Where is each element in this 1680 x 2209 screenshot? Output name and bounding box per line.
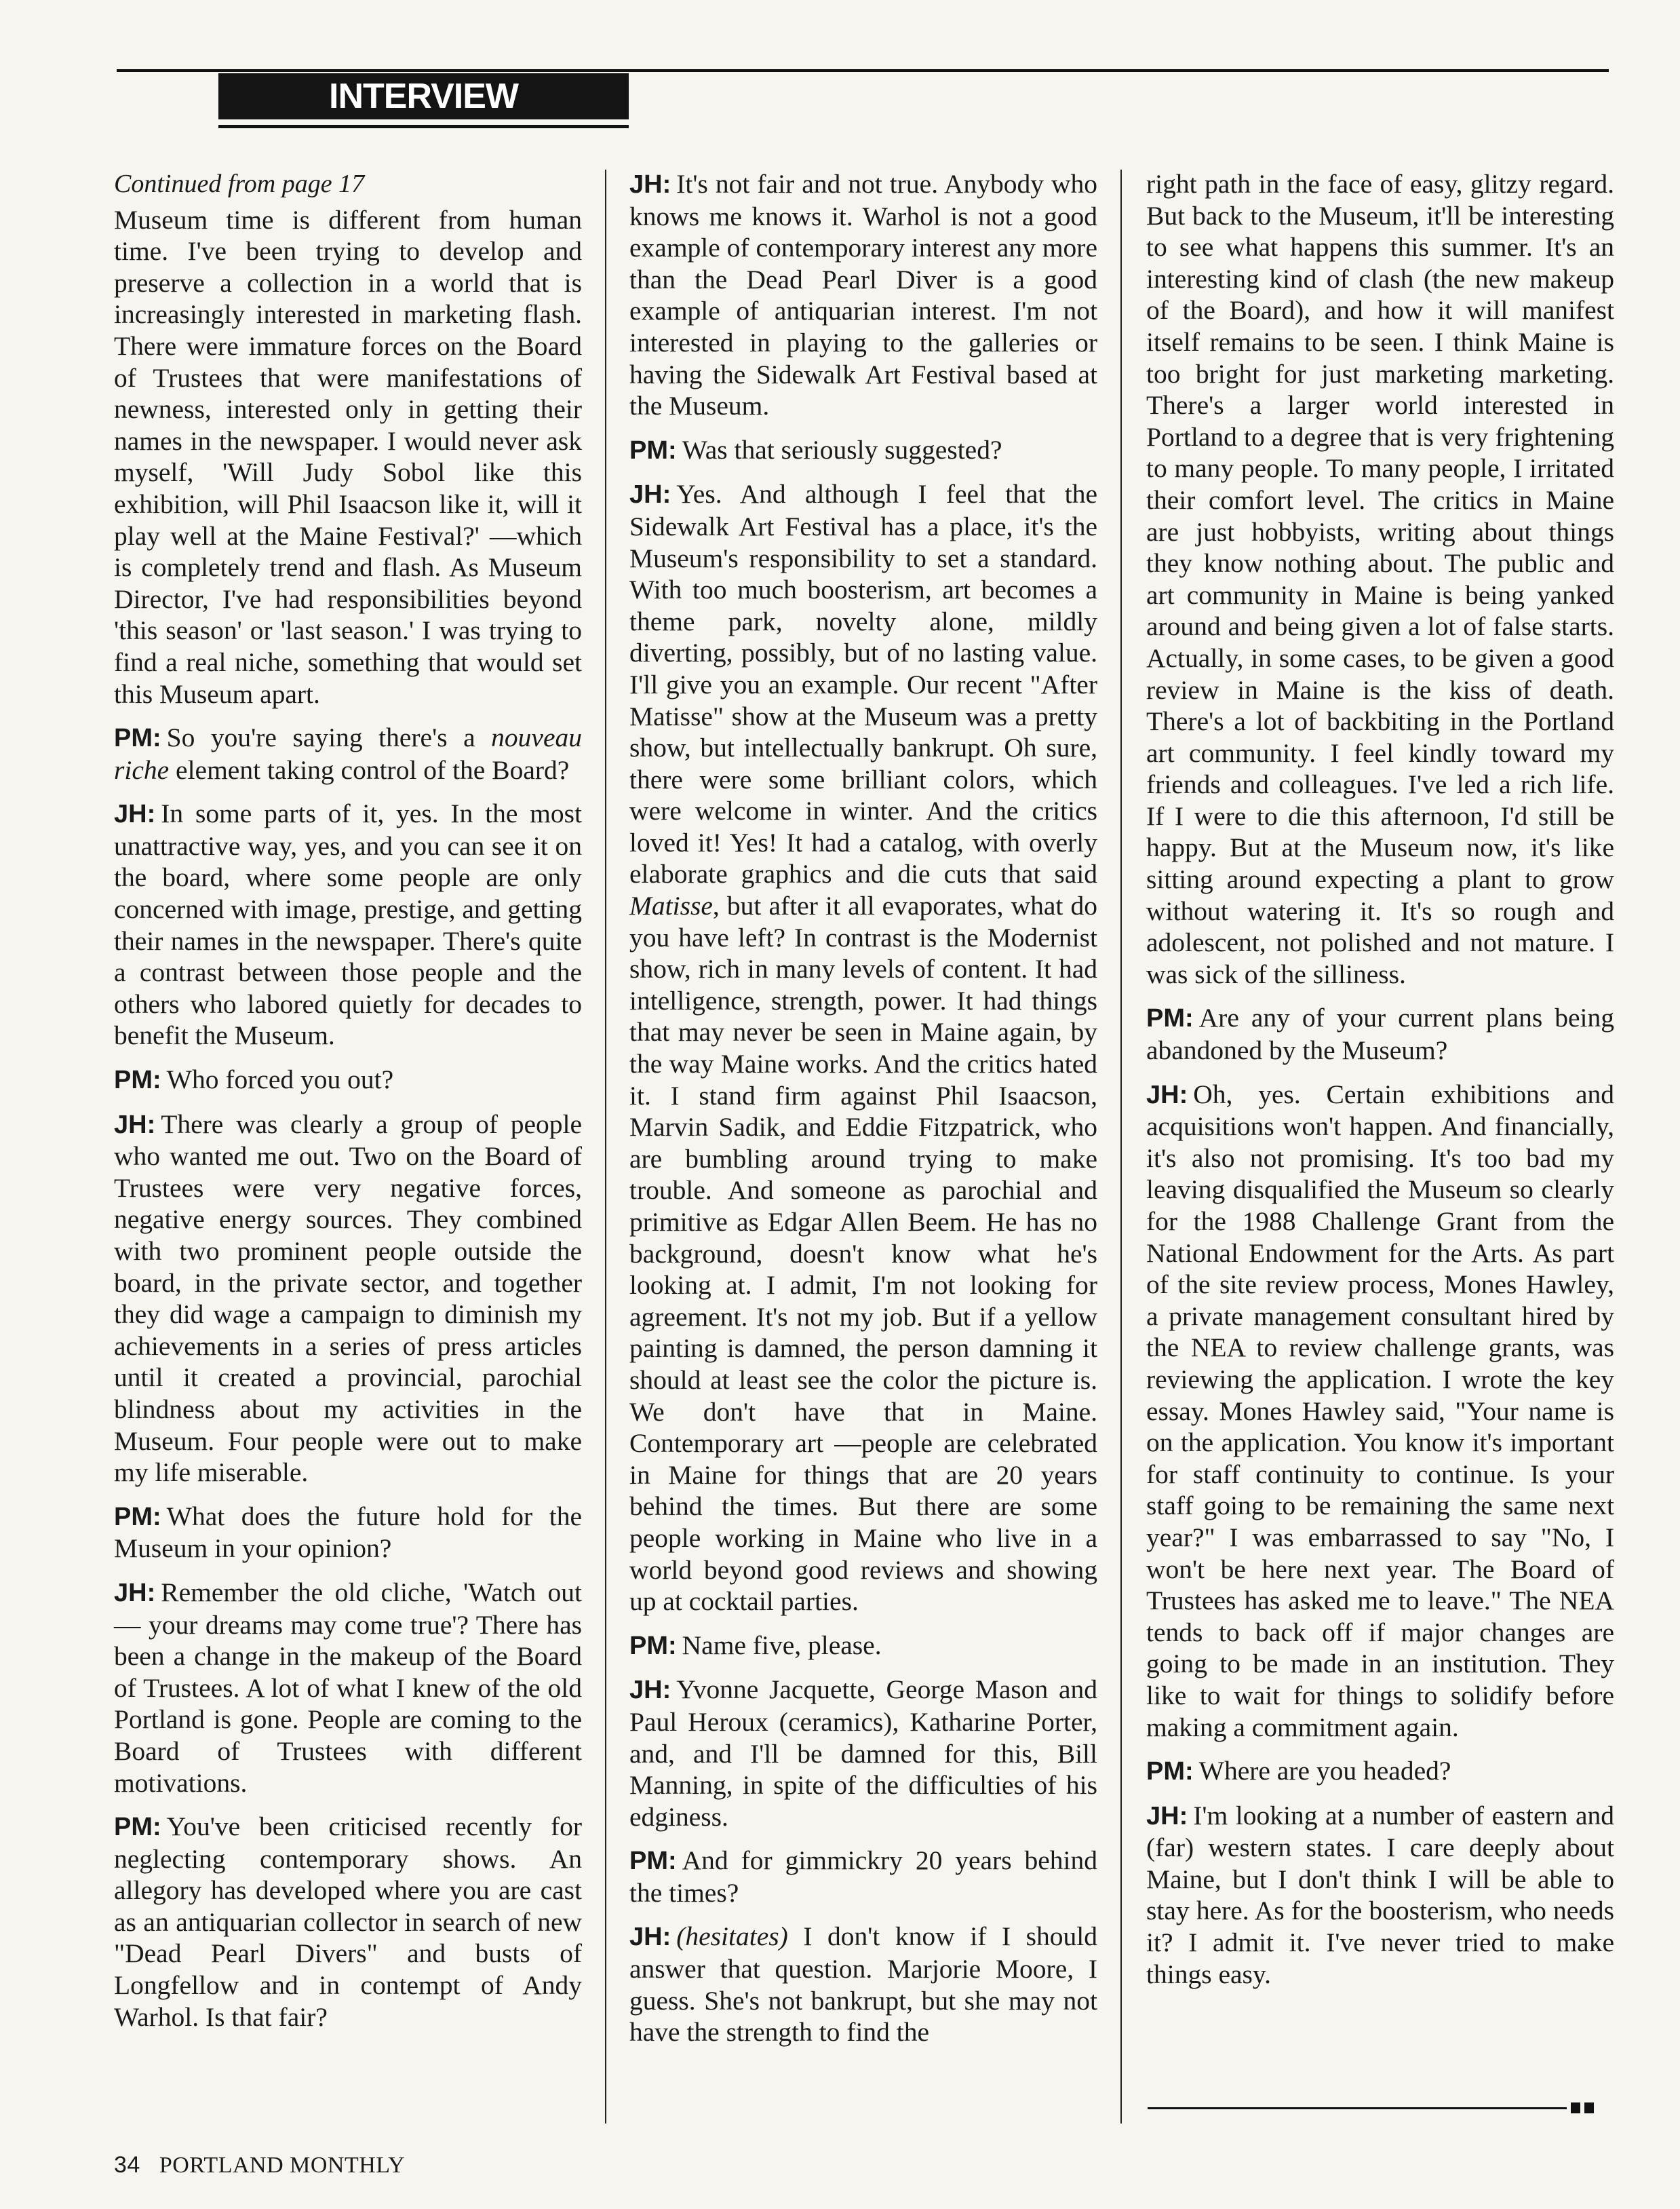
paragraph xyxy=(629,168,1097,422)
continued-note: Continued from page 17 xyxy=(114,170,365,198)
paragraph-text: Yvonne Jacquette, George Mason and Paul Heroux (ceramics), Katharine Porter, and, and I'll be damned for this, Bill Manning, in spite of the difficulties of his edginess. xyxy=(629,1674,1097,1832)
speaker-label: PM: xyxy=(629,1847,677,1876)
paragraph-text: Museum time is different from human time. I've been trying to develop and preserve a collection in a world that is increasingly interested in marketing flash. There were immature forces on the Board of Trustees that were manifestations of newness, interested only in getting their names in the newspaper. I would never ask myself, 'Will Judy Sobol like this exhibition, will Phil Isaacson like it, will it play well at the Maine Festival?' —which is completely trend and flash. As Museum Director, I've had responsibilities beyond 'this season' or 'last season.' I was trying to find a real niche, something that would set this Museum apart. xyxy=(114,204,582,709)
page-footer xyxy=(114,2152,405,2178)
speaker-label: JH: xyxy=(114,800,156,829)
paragraph xyxy=(114,1577,582,1799)
paragraph xyxy=(114,798,582,1052)
paragraph-text: Who forced you out? xyxy=(166,1064,394,1095)
column-2 xyxy=(629,168,1097,2060)
paragraph xyxy=(629,478,1097,1617)
paragraph-text: I'm looking at a number of eastern and (far) western states. I care deeply about Maine, but I don't think I will be able to stay here. As for the boosterism, who needs it? I admit it. I've never tried to make things easy. xyxy=(1146,1800,1614,1989)
emphasis-text: Matisse xyxy=(629,891,713,921)
banner-underline xyxy=(218,125,629,128)
top-rule xyxy=(117,69,1609,72)
speaker-label: JH: xyxy=(629,1923,671,1952)
speaker-label: JH: xyxy=(629,480,671,510)
paragraph xyxy=(629,1921,1097,2048)
paragraph xyxy=(1146,1800,1614,1991)
speaker-label: JH: xyxy=(629,170,671,199)
end-mark-icon xyxy=(1584,2102,1594,2113)
speaker-label: PM: xyxy=(1146,1757,1194,1786)
column-divider xyxy=(605,170,606,2124)
speaker-label: PM: xyxy=(629,436,677,465)
speaker-label: JH: xyxy=(114,1578,156,1607)
paragraph xyxy=(1146,1079,1614,1743)
page-number: 34 xyxy=(114,2152,140,2178)
paragraph xyxy=(114,1501,582,1564)
paragraph xyxy=(114,722,582,786)
emphasis-text: nouveau riche xyxy=(114,723,582,785)
paragraph xyxy=(629,1674,1097,1832)
paragraph xyxy=(114,1109,582,1488)
speaker-label: PM: xyxy=(1146,1004,1194,1033)
paragraph-text: It's not fair and not true. Anybody who knows me knows it. Warhol is not a good example of contemporary interest any more than the Dead Pearl Diver is a good example of antiquarian interest. I'm not interested in playing to the galleries or having the Sidewalk Art Festival based at the Museum. xyxy=(629,169,1097,421)
paragraph-text: I don't know if I should answer that question. Marjorie Moore, I guess. She's not bankrupt, but she may not have the strength to find the xyxy=(629,1921,1097,2048)
paragraph-text: Name five, please. xyxy=(682,1630,882,1660)
speaker-label: PM: xyxy=(114,1066,161,1095)
paragraph-text: There was clearly a group of people who wanted me out. Two on the Board of Trustees were very negative forces, negative energy sources. They combined with two prominent people outside the board, in the private sector, and together they did wage a campaign to diminish my achievements in a series of press articles until it created a provincial, parochial blindness about my activities in the Museum. Four people were out to make my life miserable. xyxy=(114,1109,582,1488)
paragraph xyxy=(1146,168,1614,990)
paragraph xyxy=(629,434,1097,467)
paragraph-text: Was that seriously suggested? xyxy=(682,434,1002,465)
paragraph-text: And for gimmickry 20 years behind the times? xyxy=(629,1845,1097,1908)
end-mark-icon xyxy=(1571,2102,1580,2113)
speaker-label: JH: xyxy=(629,1676,671,1705)
paragraph xyxy=(114,204,582,710)
paragraph-text: right path in the face of easy, glitzy regard. But back to the Museum, it'll be interesting to see what happens this summer. It's an interesting kind of clash (the new makeup of the Board), and how it will manifest itself remains to be seen. I think Maine is too bright for just marketing marketing. There's a larger world interested in Portland to a degree that is very frightening to many people. To many people, I irritated their comfort level. The critics in Maine are just hobbyists, writing about things they know nothing about. The public and art community in Maine is being yanked around and being given a lot of false starts. Actually, in some cases, to be given a good review in Maine is the kiss of death. There's a lot of backbiting in the Portland art community. I feel kindly toward my friends and colleagues. I've led a rich life. If I were to die this afternoon, I'd still be happy. But at the Museum now, it's like sitting around expecting a plant to grow without watering it. It's so rough and adolescent, not polished and not mature. I was sick of the silliness. xyxy=(1146,169,1614,989)
paragraph xyxy=(1146,1002,1614,1066)
paragraph-text: What does the future hold for the Museum in your opinion? xyxy=(114,1501,582,1564)
speaker-label: PM: xyxy=(114,1502,161,1531)
column-1 xyxy=(114,168,582,2045)
section-banner: INTERVIEW xyxy=(218,73,629,119)
paragraph-text: In some parts of it, yes. In the most unattractive way, yes, and you can see it on the board, where some people are only concerned with image, prestige, and getting their names in the newspaper. There's quite a contrast between those people and the others who labored quietly for decades to benefit the Museum. xyxy=(114,799,582,1051)
speaker-label: JH: xyxy=(1146,1080,1188,1109)
paragraph-text: You've been criticised recently for neglecting contemporary shows. An allegory has developed where you are cast as an antiquarian collector in search of new "Dead Pearl Divers" and busts of Longfellow and in contempt of Andy Warhol. Is that fair? xyxy=(114,1811,582,2032)
speaker-label: PM: xyxy=(114,724,161,753)
paragraph-text: element taking control of the Board? xyxy=(169,754,570,785)
paragraph-text: Where are you headed? xyxy=(1198,1756,1451,1786)
end-rule xyxy=(1148,2107,1567,2109)
speaker-label: JH: xyxy=(114,1110,156,1139)
paragraph-text: Yes. And although I feel that the Sidewalk Art Festival has a place, it's the Museum's responsibility to set a standard. With too much boosterism, art becomes a theme park, novelty alone, mildly diverting, possibly, but of no lasting value. I'll give you an example. Our recent "After Matisse" show at the Museum was a pretty show, but intellectually bankrupt. Oh sure, there were some brilliant colors, which were welcome in winter. And the critics loved it! Yes! It had a catalog, with overly elaborate graphics and die cuts that said xyxy=(629,479,1097,889)
speaker-label: PM: xyxy=(629,1631,677,1660)
paragraph xyxy=(629,1630,1097,1662)
publication-name: PORTLAND MONTHLY xyxy=(159,2153,406,2178)
paragraph xyxy=(114,1064,582,1096)
paragraph-text: Are any of your current plans being abandoned by the Museum? xyxy=(1146,1003,1614,1066)
paragraph-text: Oh, yes. Certain exhibitions and acquisitions won't happen. And financially, it's also not promising. It's too bad my leaving disqualified the Museum so clearly for the 1988 Challenge Grant from the National Endowment for the Arts. As part of the site review process, Mones Hawley, a private management consultant hired by the NEA to review challenge grants, was reviewing the application. I wrote the key essay. Mones Hawley said, "Your name is on the application. You know it's important for staff continuity to continue. Is your staff going to be remaining the same next year?" I was embarrassed to say "No, I won't be here next year. The Board of Trustees has asked me to leave." The NEA tends to back off if major changes are going to be made in an institution. They like to wait for things to solidify before making a commitment again. xyxy=(1146,1079,1614,1742)
emphasis-text: (hesitates) xyxy=(676,1921,788,1952)
speaker-label: JH: xyxy=(1146,1801,1188,1830)
paragraph-text: , but after it all evaporates, what do you have left? In contrast is the Modernist show, rich in many levels of content. It had intelligence, strength, power. It had things that may never be seen in Maine again, by the way Maine works. And the critics hated it. I stand firm against Phil Isaacson, Marvin Sadik, and Eddie Fitzpatrick, who are bumbling around trying to make trouble. And someone as parochial and primitive as Edgar Allen Beem. He has no background, doesn't know what he's looking at. I admit, I'm not looking for agreement. It's not my job. But if a yellow painting is damned, the person damning it should at least see the color the picture is. We don't have that in Maine. Contemporary art —people are celebrated in Maine for things that are 20 years behind the times. But there are some people working in Maine who live in a world beyond good reviews and showing up at cocktail parties. xyxy=(629,891,1097,1617)
paragraph xyxy=(114,1811,582,2033)
speaker-label: PM: xyxy=(114,1813,161,1842)
paragraph-text: So you're saying there's a xyxy=(166,723,492,753)
paragraph-text: Remember the old cliche, 'Watch out — your dreams may come true'? There has been a change in the makeup of the Board of Trustees. A lot of what I knew of the old Portland is gone. People are coming to the Board of Trustees with different motivations. xyxy=(114,1577,582,1798)
paragraph xyxy=(1146,1755,1614,1788)
paragraph xyxy=(629,1845,1097,1908)
column-divider xyxy=(1120,170,1122,2124)
column-3 xyxy=(1146,168,1614,2002)
